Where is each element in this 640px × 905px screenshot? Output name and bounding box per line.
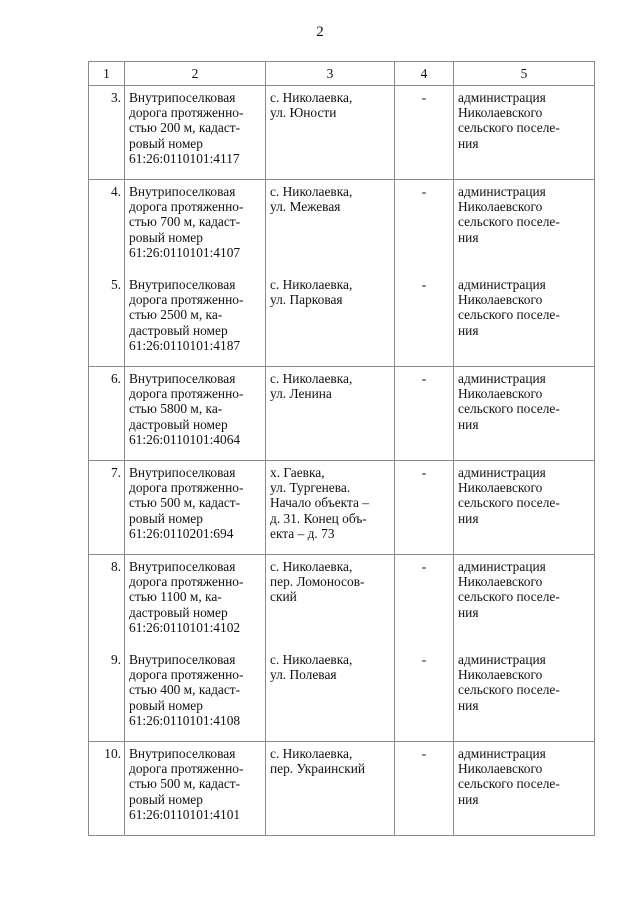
object-name: Внутрипоселковая дорога протяженно- стью 1100 м, ка- дастровый номер 61:26:0110101:4102: [129, 559, 244, 635]
column-4-value: -: [395, 180, 454, 274]
header-cell-4: 4: [395, 62, 454, 86]
row-number: 10.: [89, 742, 125, 836]
row-number: 8.: [89, 555, 125, 649]
object-name: Внутрипоселковая дорога протяженно- стью 400 м, кадаст- ровый номер 61:26:0110101:4108: [129, 652, 244, 728]
table-row: [89, 461, 595, 555]
table-header-row: [89, 62, 595, 86]
row-number: 4.: [89, 180, 125, 274]
object-address: с. Николаевка, пер. Ломоносов- ский: [270, 559, 365, 605]
object-owner: администрация Николаевского сельского поселе- ния: [458, 559, 560, 620]
column-4-value: -: [395, 461, 454, 555]
object-address: с. Николаевка, ул. Межевая: [270, 184, 353, 215]
header-cell-3: 3: [266, 62, 395, 86]
column-4-value: -: [395, 742, 454, 836]
column-4-value: -: [395, 86, 454, 180]
column-4-value: -: [395, 648, 454, 742]
row-number: 6.: [89, 367, 125, 461]
object-owner: администрация Николаевского сельского поселе- ния: [458, 465, 560, 526]
header-cell-1: 1: [89, 62, 125, 86]
object-name: Внутрипоселковая дорога протяженно- стью 5800 м, ка- дастровый номер 61:26:0110101:4064: [129, 371, 244, 447]
object-address: с. Николаевка, пер. Украинский: [270, 746, 366, 777]
table-row: [89, 180, 595, 274]
object-address: х. Гаевка, ул. Тургенева. Начало объекта – д. 31. Конец объ- екта – д. 73: [270, 465, 369, 541]
object-name: Внутрипоселковая дорога протяженно- стью 500 м, кадаст- ровый номер 61:26:0110101:4101: [129, 746, 244, 822]
table-row: [89, 555, 595, 649]
object-address: с. Николаевка, ул. Парковая: [270, 277, 353, 308]
table-row: [89, 86, 595, 180]
object-address: с. Николаевка, ул. Ленина: [270, 371, 353, 402]
header-cell-2: 2: [125, 62, 266, 86]
row-number: 9.: [89, 648, 125, 742]
object-address: с. Николаевка, ул. Полевая: [270, 652, 353, 683]
object-owner: администрация Николаевского сельского поселе- ния: [458, 90, 560, 151]
page-number: 2: [316, 24, 324, 40]
row-number: 5.: [89, 273, 125, 367]
table-row: [89, 648, 595, 742]
column-4-value: -: [395, 555, 454, 649]
table-row: [89, 367, 595, 461]
row-number: 7.: [89, 461, 125, 555]
object-owner: администрация Николаевского сельского поселе- ния: [458, 746, 560, 807]
object-name: Внутрипоселковая дорога протяженно- стью 700 м, кадаст- ровый номер 61:26:0110101:4107: [129, 184, 244, 260]
object-owner: администрация Николаевского сельского поселе- ния: [458, 652, 560, 713]
object-owner: администрация Николаевского сельского поселе- ния: [458, 277, 560, 338]
object-name: Внутрипоселковая дорога протяженно- стью 500 м, кадаст- ровый номер 61:26:0110201:694: [129, 465, 244, 541]
column-4-value: -: [395, 273, 454, 367]
row-number: 3.: [89, 86, 125, 180]
object-name: Внутрипоселковая дорога протяженно- стью 200 м, кадаст- ровый номер 61:26:0110101:4117: [129, 90, 244, 166]
column-4-value: -: [395, 367, 454, 461]
object-owner: администрация Николаевского сельского поселе- ния: [458, 371, 560, 432]
objects-table: [88, 61, 595, 836]
table-row: [89, 273, 595, 367]
object-address: с. Николаевка, ул. Юности: [270, 90, 353, 121]
table-row: [89, 742, 595, 836]
header-cell-5: 5: [454, 62, 595, 86]
object-name: Внутрипоселковая дорога протяженно- стью 2500 м, ка- дастровый номер 61:26:0110101:4187: [129, 277, 244, 353]
object-owner: администрация Николаевского сельского поселе- ния: [458, 184, 560, 245]
